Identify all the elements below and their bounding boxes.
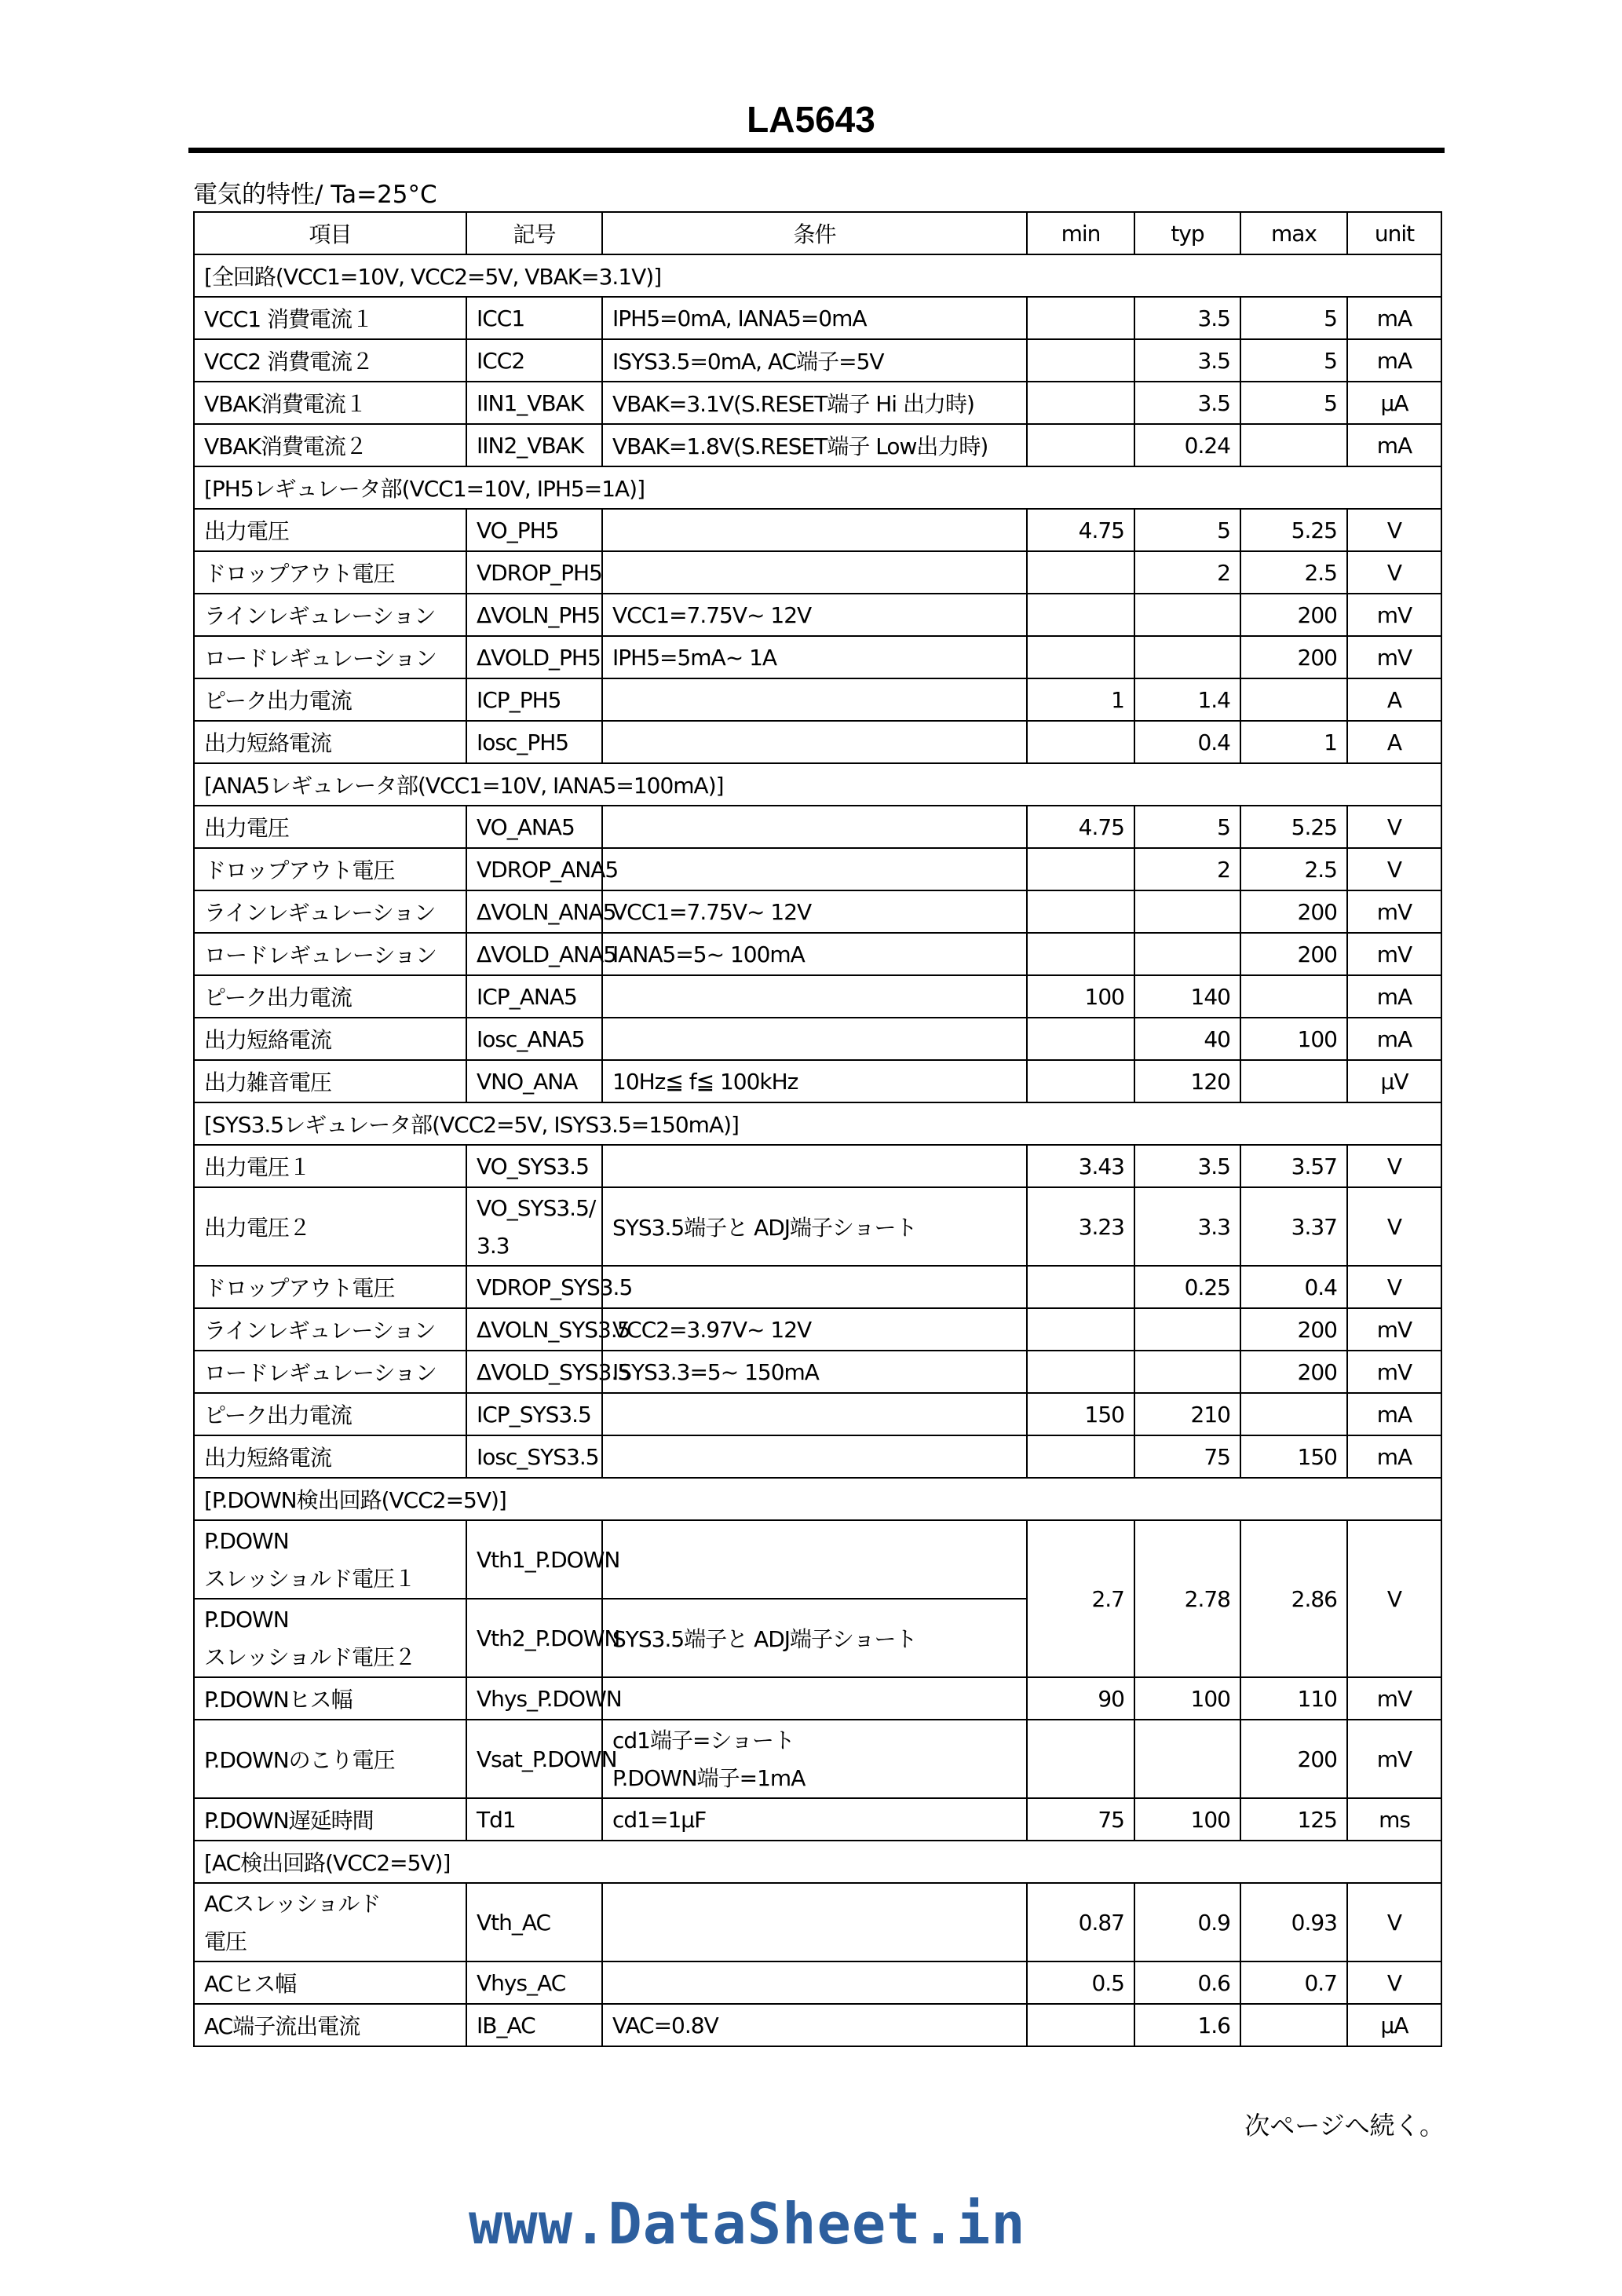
cell-min bbox=[1027, 551, 1134, 594]
cell-condition bbox=[602, 678, 1027, 721]
cell-max: 2.5 bbox=[1240, 848, 1347, 890]
table-row bbox=[194, 1720, 1441, 1798]
cell-max: 200 bbox=[1240, 1720, 1347, 1798]
cell-unit: mA bbox=[1347, 1018, 1441, 1060]
header-typ: typ bbox=[1134, 212, 1240, 254]
table-row bbox=[194, 721, 1441, 763]
cell-min bbox=[1027, 382, 1134, 424]
cell-min bbox=[1027, 1351, 1134, 1393]
table-row bbox=[194, 1145, 1441, 1187]
table-row bbox=[194, 1266, 1441, 1308]
cell-unit: mV bbox=[1347, 636, 1441, 678]
table-row bbox=[194, 382, 1441, 424]
cell-typ: 210 bbox=[1134, 1393, 1240, 1435]
cell-condition: VBAK=3.1V(S.RESET端子 Hi 出力時) bbox=[602, 382, 1027, 424]
cell-condition: IPH5=0mA, IANA5=0mA bbox=[602, 297, 1027, 339]
cell-unit: mV bbox=[1347, 933, 1441, 975]
cell-max bbox=[1240, 678, 1347, 721]
cell-item: 出力短絡電流 bbox=[194, 721, 466, 763]
cell-item: ドロップアウト電圧 bbox=[194, 848, 466, 890]
cell-condition: IPH5=5mA~ 1A bbox=[602, 636, 1027, 678]
cell-item: VCC2 消費電流２ bbox=[194, 339, 466, 382]
cell-unit: V bbox=[1347, 551, 1441, 594]
header-item: 項目 bbox=[194, 212, 466, 254]
continued-note: 次ページへ続く。 bbox=[1244, 2111, 1445, 2141]
cell-item: ロードレギュレーション bbox=[194, 636, 466, 678]
table-row bbox=[194, 1883, 1441, 1961]
cell-item: P.DOWN スレッショルド電圧１ bbox=[194, 1520, 466, 1599]
cell-item: P.DOWNヒス幅 bbox=[194, 1677, 466, 1720]
document-title: LA5643 bbox=[747, 99, 875, 140]
cell-item: 出力電圧 bbox=[194, 509, 466, 551]
cell-unit: V bbox=[1347, 1187, 1441, 1266]
cell-symbol: Vhys_AC bbox=[466, 1961, 602, 2004]
cell-typ: 3.3 bbox=[1134, 1187, 1240, 1266]
cell-item: 出力短絡電流 bbox=[194, 1018, 466, 1060]
cell-symbol: ICP_SYS3.5 bbox=[466, 1393, 602, 1435]
cell-unit: µV bbox=[1347, 1060, 1441, 1102]
table-row bbox=[194, 1060, 1441, 1102]
cell-unit: mV bbox=[1347, 594, 1441, 636]
cell-min bbox=[1027, 2004, 1134, 2046]
cell-unit: mA bbox=[1347, 424, 1441, 466]
cell-min: 2.7 bbox=[1027, 1520, 1134, 1677]
cell-symbol: VDROP_PH5 bbox=[466, 551, 602, 594]
cell-typ: 0.6 bbox=[1134, 1961, 1240, 2004]
cell-max: 2.86 bbox=[1240, 1520, 1347, 1677]
cell-condition bbox=[602, 806, 1027, 848]
header-symbol: 記号 bbox=[466, 212, 602, 254]
table-row bbox=[194, 1187, 1441, 1266]
cell-min bbox=[1027, 1266, 1134, 1308]
section-title: [全回路(VCC1=10V, VCC2=5V, VBAK=3.1V)] bbox=[194, 254, 1441, 297]
section-row bbox=[194, 1478, 1441, 1520]
cell-condition bbox=[602, 975, 1027, 1018]
cell-min bbox=[1027, 933, 1134, 975]
cell-item: 出力電圧２ bbox=[194, 1187, 466, 1266]
cell-item: ラインレギュレーション bbox=[194, 594, 466, 636]
cell-condition: 10Hz≦ f≦ 100kHz bbox=[602, 1060, 1027, 1102]
table-row bbox=[194, 2004, 1441, 2046]
cell-unit: µA bbox=[1347, 2004, 1441, 2046]
section-title: [ANA5レギュレータ部(VCC1=10V, IANA5=100mA)] bbox=[194, 763, 1441, 806]
table-row bbox=[194, 806, 1441, 848]
cell-max: 1 bbox=[1240, 721, 1347, 763]
cell-typ bbox=[1134, 1351, 1240, 1393]
cell-symbol: IIN1_VBAK bbox=[466, 382, 602, 424]
section-title: [PH5レギュレータ部(VCC1=10V, IPH5=1A)] bbox=[194, 466, 1441, 509]
cell-item: ロードレギュレーション bbox=[194, 933, 466, 975]
cell-min bbox=[1027, 721, 1134, 763]
section-row bbox=[194, 1841, 1441, 1883]
cell-symbol: Iosc_PH5 bbox=[466, 721, 602, 763]
section-row bbox=[194, 1102, 1441, 1145]
cell-condition: VCC2=3.97V~ 12V bbox=[602, 1308, 1027, 1351]
cell-max: 5 bbox=[1240, 339, 1347, 382]
cell-min bbox=[1027, 1720, 1134, 1798]
cell-condition bbox=[602, 509, 1027, 551]
cell-symbol: VO_PH5 bbox=[466, 509, 602, 551]
cell-unit: mV bbox=[1347, 1677, 1441, 1720]
cell-symbol: VO_ANA5 bbox=[466, 806, 602, 848]
section-title: [P.DOWN検出回路(VCC2=5V)] bbox=[194, 1478, 1441, 1520]
cell-max: 2.5 bbox=[1240, 551, 1347, 594]
cell-item: ラインレギュレーション bbox=[194, 1308, 466, 1351]
table-row bbox=[194, 890, 1441, 933]
cell-unit: mA bbox=[1347, 297, 1441, 339]
cell-max bbox=[1240, 424, 1347, 466]
cell-symbol: Vsat_P.DOWN bbox=[466, 1720, 602, 1798]
cell-unit: mV bbox=[1347, 1351, 1441, 1393]
cell-unit: mA bbox=[1347, 1393, 1441, 1435]
cell-condition: ISYS3.3=5~ 150mA bbox=[602, 1351, 1027, 1393]
cell-unit: V bbox=[1347, 509, 1441, 551]
cell-typ bbox=[1134, 890, 1240, 933]
cell-max: 150 bbox=[1240, 1435, 1347, 1478]
cell-max: 0.93 bbox=[1240, 1883, 1347, 1961]
cell-typ: 3.5 bbox=[1134, 339, 1240, 382]
table-row bbox=[194, 1351, 1441, 1393]
cell-typ: 120 bbox=[1134, 1060, 1240, 1102]
cell-typ: 1.4 bbox=[1134, 678, 1240, 721]
cell-max: 200 bbox=[1240, 1351, 1347, 1393]
cell-typ: 2 bbox=[1134, 848, 1240, 890]
cell-typ: 40 bbox=[1134, 1018, 1240, 1060]
cell-typ: 140 bbox=[1134, 975, 1240, 1018]
cell-condition: SYS3.5端子と ADJ端子ショート bbox=[602, 1599, 1027, 1677]
cell-symbol: Vhys_P.DOWN bbox=[466, 1677, 602, 1720]
cell-unit: A bbox=[1347, 721, 1441, 763]
cell-symbol: ΔVOLN_SYS3.5 bbox=[466, 1308, 602, 1351]
cell-item: ACヒス幅 bbox=[194, 1961, 466, 2004]
cell-min: 4.75 bbox=[1027, 806, 1134, 848]
cell-typ: 100 bbox=[1134, 1798, 1240, 1841]
electrical-characteristics-table bbox=[193, 211, 1442, 2047]
cell-symbol: Iosc_SYS3.5 bbox=[466, 1435, 602, 1478]
table-row bbox=[194, 1435, 1441, 1478]
cell-unit: V bbox=[1347, 1883, 1441, 1961]
cell-symbol: ΔVOLD_PH5 bbox=[466, 636, 602, 678]
cell-typ: 0.24 bbox=[1134, 424, 1240, 466]
cell-min bbox=[1027, 1018, 1134, 1060]
cell-condition bbox=[602, 1145, 1027, 1187]
cell-item: ACスレッショルド 電圧 bbox=[194, 1883, 466, 1961]
section-title: [AC検出回路(VCC2=5V)] bbox=[194, 1841, 1441, 1883]
cell-unit: V bbox=[1347, 806, 1441, 848]
cell-unit: ms bbox=[1347, 1798, 1441, 1841]
cell-typ: 2.78 bbox=[1134, 1520, 1240, 1677]
cell-symbol: ΔVOLD_SYS3.5 bbox=[466, 1351, 602, 1393]
cell-condition: SYS3.5端子と ADJ端子ショート bbox=[602, 1187, 1027, 1266]
cell-typ: 5 bbox=[1134, 509, 1240, 551]
cell-symbol: IB_AC bbox=[466, 2004, 602, 2046]
cell-typ: 0.25 bbox=[1134, 1266, 1240, 1308]
header-unit: unit bbox=[1347, 212, 1441, 254]
cell-symbol: Vth2_P.DOWN bbox=[466, 1599, 602, 1677]
cell-typ: 75 bbox=[1134, 1435, 1240, 1478]
cell-unit: µA bbox=[1347, 382, 1441, 424]
cell-max bbox=[1240, 1393, 1347, 1435]
cell-condition bbox=[602, 1883, 1027, 1961]
cell-symbol: ΔVOLD_ANA5 bbox=[466, 933, 602, 975]
cell-symbol: ICP_PH5 bbox=[466, 678, 602, 721]
cell-typ: 0.9 bbox=[1134, 1883, 1240, 1961]
cell-condition bbox=[602, 1266, 1027, 1308]
cell-item: ドロップアウト電圧 bbox=[194, 1266, 466, 1308]
cell-condition bbox=[602, 551, 1027, 594]
cell-symbol: Td1 bbox=[466, 1798, 602, 1841]
cell-min: 90 bbox=[1027, 1677, 1134, 1720]
table-row bbox=[194, 678, 1441, 721]
cell-item: ピーク出力電流 bbox=[194, 1393, 466, 1435]
cell-typ bbox=[1134, 1308, 1240, 1351]
table-row bbox=[194, 636, 1441, 678]
cell-condition: VCC1=7.75V~ 12V bbox=[602, 890, 1027, 933]
cell-min: 150 bbox=[1027, 1393, 1134, 1435]
cell-min bbox=[1027, 424, 1134, 466]
cell-item: P.DOWNのこり電圧 bbox=[194, 1720, 466, 1798]
section-title: [SYS3.5レギュレータ部(VCC2=5V, ISYS3.5=150mA)] bbox=[194, 1102, 1441, 1145]
cell-min: 75 bbox=[1027, 1798, 1134, 1841]
cell-min: 1 bbox=[1027, 678, 1134, 721]
cell-item: VCC1 消費電流１ bbox=[194, 297, 466, 339]
cell-typ: 3.5 bbox=[1134, 1145, 1240, 1187]
cell-symbol: Vth_AC bbox=[466, 1883, 602, 1961]
table-row bbox=[194, 975, 1441, 1018]
cell-typ bbox=[1134, 636, 1240, 678]
cell-condition: ISYS3.5=0mA, AC端子=5V bbox=[602, 339, 1027, 382]
cell-min: 100 bbox=[1027, 975, 1134, 1018]
cell-symbol: VNO_ANA bbox=[466, 1060, 602, 1102]
cell-min: 4.75 bbox=[1027, 509, 1134, 551]
cell-item: 出力雑音電圧 bbox=[194, 1060, 466, 1102]
cell-max: 0.7 bbox=[1240, 1961, 1347, 2004]
cell-item: 出力電圧１ bbox=[194, 1145, 466, 1187]
cell-typ bbox=[1134, 1720, 1240, 1798]
cell-condition bbox=[602, 721, 1027, 763]
cell-item: ピーク出力電流 bbox=[194, 678, 466, 721]
table-row bbox=[194, 594, 1441, 636]
cell-unit: mV bbox=[1347, 1720, 1441, 1798]
cell-unit: V bbox=[1347, 1266, 1441, 1308]
cell-unit: mA bbox=[1347, 975, 1441, 1018]
cell-condition bbox=[602, 1677, 1027, 1720]
section-row bbox=[194, 254, 1441, 297]
cell-symbol: VDROP_SYS3.5 bbox=[466, 1266, 602, 1308]
cell-typ: 2 bbox=[1134, 551, 1240, 594]
cell-max bbox=[1240, 1060, 1347, 1102]
cell-max: 3.37 bbox=[1240, 1187, 1347, 1266]
cell-item: ドロップアウト電圧 bbox=[194, 551, 466, 594]
cell-symbol: VO_SYS3.5/ 3.3 bbox=[466, 1187, 602, 1266]
cell-min bbox=[1027, 636, 1134, 678]
cell-min: 0.5 bbox=[1027, 1961, 1134, 2004]
cell-condition: VCC1=7.75V~ 12V bbox=[602, 594, 1027, 636]
cell-item: 出力短絡電流 bbox=[194, 1435, 466, 1478]
table-row bbox=[194, 424, 1441, 466]
cell-unit: V bbox=[1347, 848, 1441, 890]
table-row bbox=[194, 1961, 1441, 2004]
title-rule bbox=[188, 148, 1445, 153]
table-row bbox=[194, 1520, 1441, 1599]
cell-condition: cd1=1µF bbox=[602, 1798, 1027, 1841]
cell-typ: 1.6 bbox=[1134, 2004, 1240, 2046]
section-row bbox=[194, 763, 1441, 806]
cell-max: 200 bbox=[1240, 636, 1347, 678]
table-row bbox=[194, 1018, 1441, 1060]
table-row bbox=[194, 933, 1441, 975]
cell-min: 0.87 bbox=[1027, 1883, 1134, 1961]
cell-unit: mV bbox=[1347, 1308, 1441, 1351]
cell-min bbox=[1027, 297, 1134, 339]
cell-symbol: Vth1_P.DOWN bbox=[466, 1520, 602, 1599]
table-row bbox=[194, 848, 1441, 890]
cell-item: ピーク出力電流 bbox=[194, 975, 466, 1018]
section-row bbox=[194, 466, 1441, 509]
cell-symbol: VO_SYS3.5 bbox=[466, 1145, 602, 1187]
header-min: min bbox=[1027, 212, 1134, 254]
cell-max: 200 bbox=[1240, 594, 1347, 636]
cell-item: P.DOWN スレッショルド電圧２ bbox=[194, 1599, 466, 1677]
cell-max: 110 bbox=[1240, 1677, 1347, 1720]
cell-unit: V bbox=[1347, 1520, 1441, 1677]
table-row bbox=[194, 1677, 1441, 1720]
cell-min bbox=[1027, 1435, 1134, 1478]
table-row bbox=[194, 1308, 1441, 1351]
cell-condition bbox=[602, 1393, 1027, 1435]
cell-condition: VBAK=1.8V(S.RESET端子 Low出力時) bbox=[602, 424, 1027, 466]
cell-unit: V bbox=[1347, 1145, 1441, 1187]
cell-max: 5.25 bbox=[1240, 509, 1347, 551]
cell-min bbox=[1027, 848, 1134, 890]
cell-min bbox=[1027, 339, 1134, 382]
cell-condition: IANA5=5~ 100mA bbox=[602, 933, 1027, 975]
cell-symbol: IIN2_VBAK bbox=[466, 424, 602, 466]
cell-item: ロードレギュレーション bbox=[194, 1351, 466, 1393]
cell-symbol: ΔVOLN_PH5 bbox=[466, 594, 602, 636]
cell-max: 5.25 bbox=[1240, 806, 1347, 848]
cell-max: 125 bbox=[1240, 1798, 1347, 1841]
cell-unit: mA bbox=[1347, 339, 1441, 382]
table-row bbox=[194, 1798, 1441, 1841]
cell-condition bbox=[602, 848, 1027, 890]
cell-typ bbox=[1134, 933, 1240, 975]
cell-condition: cd1端子=ショート P.DOWN端子=1mA bbox=[602, 1720, 1027, 1798]
cell-item: P.DOWN遅延時間 bbox=[194, 1798, 466, 1841]
section-subtitle: 電気的特性/ Ta=25°C bbox=[193, 181, 437, 209]
cell-condition: VAC=0.8V bbox=[602, 2004, 1027, 2046]
table-row bbox=[194, 1393, 1441, 1435]
cell-max bbox=[1240, 2004, 1347, 2046]
cell-item: ラインレギュレーション bbox=[194, 890, 466, 933]
cell-max: 5 bbox=[1240, 297, 1347, 339]
cell-condition bbox=[602, 1435, 1027, 1478]
cell-max: 200 bbox=[1240, 933, 1347, 975]
cell-symbol: ICC2 bbox=[466, 339, 602, 382]
cell-typ: 100 bbox=[1134, 1677, 1240, 1720]
cell-typ: 0.4 bbox=[1134, 721, 1240, 763]
cell-symbol: VDROP_ANA5 bbox=[466, 848, 602, 890]
table-row bbox=[194, 551, 1441, 594]
header-condition: 条件 bbox=[602, 212, 1027, 254]
table-row bbox=[194, 339, 1441, 382]
table-row bbox=[194, 297, 1441, 339]
cell-min bbox=[1027, 1308, 1134, 1351]
cell-symbol: Iosc_ANA5 bbox=[466, 1018, 602, 1060]
cell-unit: mA bbox=[1347, 1435, 1441, 1478]
cell-item: AC端子流出電流 bbox=[194, 2004, 466, 2046]
table-row bbox=[194, 509, 1441, 551]
cell-unit: V bbox=[1347, 1961, 1441, 2004]
cell-typ bbox=[1134, 594, 1240, 636]
cell-max bbox=[1240, 975, 1347, 1018]
cell-min bbox=[1027, 890, 1134, 933]
cell-condition bbox=[602, 1018, 1027, 1060]
cell-max: 5 bbox=[1240, 382, 1347, 424]
cell-item: VBAK消費電流２ bbox=[194, 424, 466, 466]
table-header-row bbox=[194, 212, 1441, 254]
cell-symbol: ICC1 bbox=[466, 297, 602, 339]
cell-condition bbox=[602, 1961, 1027, 2004]
cell-min bbox=[1027, 594, 1134, 636]
cell-min: 3.43 bbox=[1027, 1145, 1134, 1187]
cell-typ: 3.5 bbox=[1134, 297, 1240, 339]
cell-item: 出力電圧 bbox=[194, 806, 466, 848]
cell-typ: 5 bbox=[1134, 806, 1240, 848]
cell-max: 200 bbox=[1240, 890, 1347, 933]
cell-symbol: ICP_ANA5 bbox=[466, 975, 602, 1018]
cell-symbol: ΔVOLN_ANA5 bbox=[466, 890, 602, 933]
cell-max: 0.4 bbox=[1240, 1266, 1347, 1308]
cell-max: 200 bbox=[1240, 1308, 1347, 1351]
header-max: max bbox=[1240, 212, 1347, 254]
cell-max: 3.57 bbox=[1240, 1145, 1347, 1187]
cell-min bbox=[1027, 1060, 1134, 1102]
cell-unit: mV bbox=[1347, 890, 1441, 933]
cell-typ: 3.5 bbox=[1134, 382, 1240, 424]
cell-unit: A bbox=[1347, 678, 1441, 721]
watermark: www.DataSheet.in bbox=[469, 2191, 1026, 2257]
cell-min: 3.23 bbox=[1027, 1187, 1134, 1266]
cell-item: VBAK消費電流１ bbox=[194, 382, 466, 424]
cell-condition bbox=[602, 1520, 1027, 1599]
cell-max: 100 bbox=[1240, 1018, 1347, 1060]
